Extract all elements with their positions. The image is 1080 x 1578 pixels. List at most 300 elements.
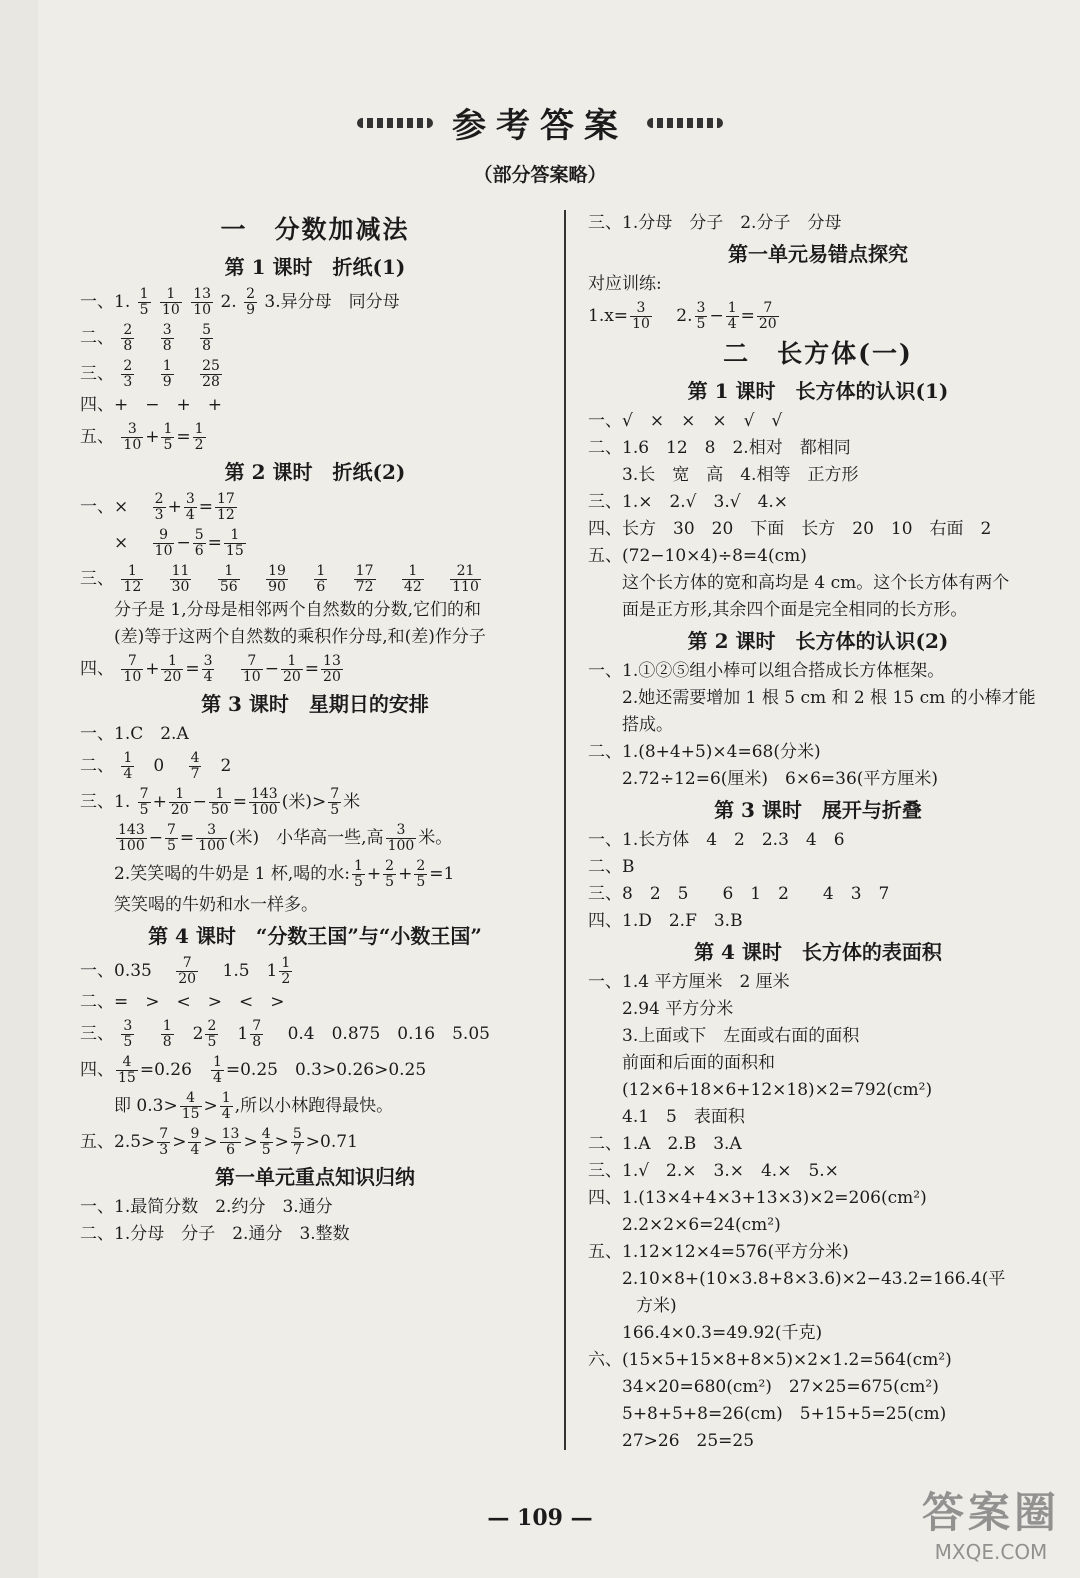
fraction-numerator: 7 bbox=[121, 654, 143, 670]
fraction-numerator: 1 bbox=[139, 286, 149, 302]
fraction bbox=[215, 492, 237, 523]
fraction-denominator: 56 bbox=[219, 579, 238, 595]
lesson-title: 第 2 课时 折纸(2) bbox=[224, 460, 406, 484]
fraction-denominator: 4 bbox=[727, 316, 737, 332]
fraction bbox=[121, 323, 134, 354]
fraction-numerator: 1 bbox=[212, 1054, 222, 1070]
answer-line: 166.4×0.3=49.92(千克) bbox=[622, 1323, 823, 1343]
fraction-numerator: 3 bbox=[185, 491, 195, 507]
fraction bbox=[279, 956, 292, 987]
answer-text: ,所以小林跑得最快。 bbox=[234, 1096, 394, 1116]
fraction-denominator: 15 bbox=[225, 543, 244, 559]
answer-line: 四、 $\frac{7}{10}$ + $\frac{1}{20}$ = $\frac{3}{4}$ $\frac{7}{10}$ − $\frac{1}{20}$ = $\frac{13}{20}$ bbox=[80, 653, 341, 685]
fraction-denominator: 5 bbox=[330, 802, 340, 818]
fraction-denominator: 8 bbox=[123, 338, 133, 354]
fraction-denominator: 4 bbox=[190, 1142, 200, 1158]
fraction-numerator: 7 bbox=[139, 786, 149, 802]
fraction-denominator: 4 bbox=[221, 1106, 231, 1122]
answer-text: =0.25 0.3>0.26>0.25 bbox=[225, 1060, 427, 1080]
fraction-denominator: 5 bbox=[166, 838, 176, 854]
answer-line bbox=[80, 1052, 550, 1088]
fraction bbox=[220, 1127, 242, 1158]
fraction bbox=[121, 564, 143, 595]
answer-line: 一、1.4 平方厘米 2 厘米 bbox=[588, 972, 790, 992]
fraction bbox=[220, 1091, 233, 1122]
fraction-denominator: 110 bbox=[452, 579, 479, 595]
answer-line bbox=[80, 320, 550, 356]
answer-line: 一、1.C 2.A bbox=[80, 724, 189, 744]
answer-line: 4.1 5 表面积 bbox=[622, 1107, 745, 1127]
fraction-numerator: 1 bbox=[163, 421, 173, 437]
fraction-numerator: 7 bbox=[166, 822, 176, 838]
fraction bbox=[266, 564, 288, 595]
fraction-denominator: 4 bbox=[123, 766, 133, 782]
answer-line: $\frac{143}{100}$ − $\frac{7}{5}$ = $\frac{3}{100}$ (米) 小华高一些,高 $\frac{3}{100}$ 米。 bbox=[118, 822, 453, 854]
fraction-denominator: 20 bbox=[282, 669, 301, 685]
fraction-denominator: 10 bbox=[193, 302, 212, 318]
answer-line: 二、1.分母 分子 2.通分 3.整数 bbox=[80, 1224, 350, 1244]
unit-title: 二 长方体(一) bbox=[723, 339, 913, 368]
fraction bbox=[160, 287, 182, 318]
fraction bbox=[200, 323, 213, 354]
lesson-title: 第 3 课时 星期日的安排 bbox=[201, 692, 429, 716]
answer-line: 五、1.12×12×4=576(平方分米) bbox=[588, 1242, 849, 1262]
answer-line bbox=[80, 561, 550, 597]
answer-line: 五、(72−10×4)÷8=4(cm) bbox=[588, 546, 807, 566]
fraction-numerator: 2 bbox=[154, 491, 164, 507]
fraction bbox=[180, 1091, 202, 1122]
fraction-denominator: 9 bbox=[162, 374, 172, 390]
fraction-numerator: 4 bbox=[116, 1055, 138, 1071]
fraction bbox=[121, 422, 143, 453]
fraction bbox=[757, 301, 779, 332]
fraction-numerator: 2 bbox=[385, 858, 395, 874]
fraction bbox=[414, 859, 427, 890]
answer-text: 一、× bbox=[80, 497, 129, 517]
fraction-denominator: 10 bbox=[123, 437, 142, 453]
fraction bbox=[116, 1055, 138, 1086]
fraction bbox=[205, 1019, 218, 1050]
answer-line: 一、1.长方体 4 2 2.3 4 6 bbox=[588, 830, 845, 850]
fraction bbox=[726, 301, 739, 332]
answer-text: 三、 bbox=[80, 364, 114, 384]
fraction bbox=[161, 422, 174, 453]
answer-line: 五、2.5> $\frac{7}{3}$ > $\frac{9}{4}$ > $\frac{13}{6}$ > $\frac{4}{5}$ > $\frac{5}{7}$ >0.71 bbox=[80, 1126, 358, 1158]
answer-line: 面是正方形,其余四个面是完全相同的长方形。 bbox=[622, 600, 968, 620]
fraction bbox=[314, 564, 327, 595]
answer-text: >0.71 bbox=[305, 1132, 358, 1152]
fraction bbox=[138, 287, 151, 318]
answer-line: 2.笑笑喝的牛奶是 1 杯,喝的水: $\frac{1}{5}$ + $\frac{2}{5}$ + $\frac{2}{5}$ =1 bbox=[114, 858, 455, 890]
fraction bbox=[170, 564, 192, 595]
fraction-denominator: 20 bbox=[178, 971, 197, 987]
fraction bbox=[121, 359, 134, 390]
fraction-numerator: 4 bbox=[190, 750, 200, 766]
answer-text: 一、0.35 bbox=[80, 961, 152, 981]
fraction bbox=[383, 859, 396, 890]
answer-line: 二、1.(8+4+5)×4=68(分米) bbox=[588, 742, 821, 762]
fraction bbox=[193, 422, 206, 453]
fraction-numerator: 1 bbox=[281, 654, 303, 670]
fraction bbox=[157, 1127, 170, 1158]
answer-text: 即 0.3> bbox=[114, 1096, 178, 1116]
answer-line: 四、长方 30 20 下面 长方 20 10 右面 2 bbox=[588, 519, 992, 539]
answer-line: 二、 $\frac{1}{4}$ 0 $\frac{4}{7}$ 2 bbox=[80, 750, 232, 782]
answer-line: 一、1.最简分数 2.约分 3.通分 bbox=[80, 1197, 333, 1217]
fraction-denominator: 50 bbox=[210, 802, 229, 818]
fraction-numerator: 1 bbox=[194, 421, 204, 437]
answer-line bbox=[80, 284, 550, 320]
answer-line: × $\frac{9}{10}$ − $\frac{5}{6}$ = $\frac{1}{15}$ bbox=[114, 527, 244, 559]
answer-text: 三、1. bbox=[80, 792, 131, 812]
fraction-denominator: 10 bbox=[161, 302, 180, 318]
fraction-numerator: 9 bbox=[153, 528, 175, 544]
fraction-denominator: 20 bbox=[170, 802, 189, 818]
answer-line: 2.94 平方分米 bbox=[622, 999, 734, 1019]
answer-line: 方米) bbox=[636, 1296, 677, 1316]
fraction-denominator: 2 bbox=[194, 437, 204, 453]
fraction-numerator: 143 bbox=[118, 822, 145, 838]
answer-line: 一、× $\frac{2}{3}$ + $\frac{3}{4}$ = $\frac{17}{12}$ bbox=[80, 491, 235, 523]
fraction-numerator: 3 bbox=[123, 1018, 133, 1034]
fraction-denominator: 15 bbox=[118, 1070, 136, 1086]
answer-text: 2. bbox=[676, 306, 693, 326]
lesson-title: 第 1 课时 长方体的认识(1) bbox=[687, 379, 949, 403]
fraction-denominator: 10 bbox=[632, 316, 650, 332]
fraction-denominator: 4 bbox=[212, 1070, 222, 1086]
answer-line: 一、√ × × × √ √ bbox=[588, 411, 783, 431]
fraction-numerator: 7 bbox=[252, 1018, 262, 1034]
answer-line: 2.2×2×6=24(cm²) bbox=[622, 1215, 781, 1235]
answer-text: 3.异分母 同分母 bbox=[264, 292, 400, 312]
fraction-numerator: 13 bbox=[221, 1126, 240, 1142]
lesson-title: 第 1 课时 折纸(1) bbox=[224, 255, 406, 279]
fraction-denominator: 4 bbox=[185, 507, 195, 523]
fraction bbox=[188, 1127, 201, 1158]
fraction-denominator: 90 bbox=[268, 579, 286, 595]
ornament-right-icon bbox=[647, 118, 723, 128]
watermark-logo-text: 答案圈 bbox=[921, 1488, 1060, 1537]
fraction bbox=[291, 1127, 304, 1158]
answer-line bbox=[80, 356, 550, 392]
answer-line: 分子是 1,分母是相邻两个自然数的分数,它们的和 bbox=[114, 600, 482, 620]
fraction-numerator: 7 bbox=[159, 1126, 169, 1142]
fraction-numerator: 3 bbox=[696, 300, 706, 316]
answer-line: 笑笑喝的牛奶和水一样多。 bbox=[114, 895, 318, 915]
fraction-numerator: 7 bbox=[176, 956, 198, 972]
answer-text: 四、 bbox=[80, 1060, 114, 1080]
answer-line: (差)等于这两个自然数的乘积作分母,和(差)作分子 bbox=[114, 627, 486, 647]
fraction bbox=[241, 654, 263, 685]
answer-line: 三、 $\frac{3}{5}$ $\frac{1}{8}$ 2 $\frac{2}{5}$ 1 $\frac{7}{8}$ 0.4 0.875 0.16 5.05 bbox=[80, 1018, 490, 1050]
watermark-logo bbox=[922, 1480, 1060, 1564]
answer-text: 一、1. bbox=[80, 292, 131, 312]
answer-text: (米)> bbox=[281, 792, 327, 812]
fraction-numerator: 1 bbox=[121, 564, 143, 580]
fraction-numerator: 5 bbox=[292, 1126, 302, 1142]
fraction-denominator: 72 bbox=[355, 579, 374, 595]
ornament-left-icon bbox=[357, 118, 433, 128]
fraction bbox=[176, 956, 198, 987]
answer-line: 三、1.× 2.√ 3.√ 4.× bbox=[588, 492, 789, 512]
fraction-denominator: 8 bbox=[252, 1034, 262, 1050]
answer-line bbox=[80, 953, 550, 989]
answer-text: 米 bbox=[343, 792, 361, 812]
fraction-denominator: 8 bbox=[202, 338, 211, 354]
fraction bbox=[153, 492, 166, 523]
answer-line: 2.她还需要增加 1 根 5 cm 和 2 根 15 cm 的小棒才能 bbox=[622, 688, 1036, 708]
fraction bbox=[200, 359, 222, 390]
fraction-denominator: 6 bbox=[316, 579, 326, 595]
fraction-numerator: 1 bbox=[209, 787, 231, 803]
fraction-numerator: 19 bbox=[268, 563, 286, 579]
fraction-denominator: 5 bbox=[139, 802, 149, 818]
fraction-numerator: 2 bbox=[246, 286, 255, 302]
fraction-denominator: 5 bbox=[261, 1142, 271, 1158]
answer-line: 3.上面或下 左面或右面的面积 bbox=[622, 1026, 860, 1046]
fraction bbox=[165, 823, 178, 854]
answer-line: 一、1.①②⑤组小棒可以组合搭成长方体框架。 bbox=[588, 661, 945, 681]
answer-text: (米) 小华高一些,高 bbox=[228, 828, 384, 848]
answer-text: 三、 bbox=[80, 569, 114, 589]
fraction-denominator: 3 bbox=[159, 1142, 169, 1158]
right-column bbox=[588, 210, 1048, 1455]
fraction bbox=[218, 564, 240, 595]
fraction bbox=[161, 1019, 174, 1050]
answer-line: 二、B bbox=[588, 857, 635, 877]
fraction-denominator: 10 bbox=[154, 543, 173, 559]
left-column bbox=[80, 210, 550, 1248]
answer-line: 五、 $\frac{3}{10}$ + $\frac{1}{5}$ = $\frac{1}{2}$ bbox=[80, 421, 204, 453]
fraction bbox=[161, 323, 174, 354]
fraction-numerator: 1 bbox=[727, 300, 737, 316]
answer-line: 三、1.分母 分子 2.分子 分母 bbox=[588, 213, 842, 233]
lesson-title: 第 3 课时 展开与折叠 bbox=[714, 798, 922, 822]
fraction bbox=[169, 787, 191, 818]
lesson-title: 第 4 课时 “分数王国”与“小数王国” bbox=[148, 924, 482, 948]
fraction-denominator: 5 bbox=[385, 874, 395, 890]
fraction bbox=[260, 1127, 273, 1158]
fraction-numerator: 143 bbox=[250, 786, 278, 802]
answer-line: 二、= > < > < > bbox=[80, 992, 285, 1012]
fraction-numerator: 7 bbox=[330, 786, 340, 802]
fraction-denominator: 30 bbox=[171, 579, 190, 595]
fraction-denominator: 5 bbox=[416, 874, 426, 890]
fraction-numerator: 4 bbox=[180, 1091, 202, 1107]
fraction-numerator: 2 bbox=[416, 858, 426, 874]
answer-line: 2.72÷12=6(厘米) 6×6=36(平方厘米) bbox=[622, 769, 939, 789]
fraction-denominator: 42 bbox=[403, 579, 422, 595]
fraction-numerator: 1 bbox=[353, 858, 363, 874]
fraction-numerator: 1 bbox=[224, 528, 246, 544]
fraction bbox=[386, 823, 417, 854]
fraction bbox=[695, 301, 708, 332]
fraction-denominator: 3 bbox=[154, 507, 164, 523]
answer-text: 1.x= bbox=[588, 306, 629, 326]
answer-text: 米。 bbox=[418, 828, 453, 848]
fraction bbox=[354, 564, 376, 595]
fraction-denominator: 8 bbox=[162, 338, 172, 354]
fraction-numerator: 1 bbox=[162, 1018, 172, 1034]
fraction-denominator: 6 bbox=[226, 1142, 235, 1158]
fraction-denominator: 15 bbox=[181, 1106, 200, 1122]
fraction-numerator: 13 bbox=[323, 653, 341, 669]
fraction-denominator: 5 bbox=[207, 1034, 217, 1050]
answer-text: 0.4 0.875 0.16 5.05 bbox=[287, 1024, 490, 1044]
fraction-numerator: 25 bbox=[202, 358, 220, 374]
fraction-denominator: 5 bbox=[139, 302, 149, 318]
title-bar bbox=[0, 98, 1080, 147]
fraction-numerator: 13 bbox=[193, 286, 212, 302]
fraction-denominator: 5 bbox=[696, 316, 706, 332]
fraction-numerator: 1 bbox=[162, 358, 172, 374]
fraction-denominator: 4 bbox=[203, 669, 213, 685]
answer-text: 三、 bbox=[80, 1024, 114, 1044]
fraction-denominator: 100 bbox=[118, 838, 145, 854]
fraction-denominator: 100 bbox=[198, 838, 225, 854]
answer-text: 四、 bbox=[80, 659, 114, 679]
fraction bbox=[184, 492, 197, 523]
fraction bbox=[281, 654, 303, 685]
column-divider bbox=[564, 210, 566, 1450]
fraction-denominator: 12 bbox=[123, 579, 142, 595]
fraction-denominator: 5 bbox=[163, 437, 173, 453]
fraction-numerator: 9 bbox=[190, 1126, 200, 1142]
answer-line: 即 0.3> $\frac{4}{15}$ > $\frac{1}{4}$ ,所以小林跑得最快。 bbox=[114, 1090, 394, 1122]
fraction-numerator: 1 bbox=[218, 564, 240, 580]
fraction-denominator: 2 bbox=[281, 971, 291, 987]
fraction bbox=[196, 823, 227, 854]
answer-line: 二、1.A 2.B 3.A bbox=[588, 1134, 742, 1154]
fraction-denominator: 28 bbox=[202, 374, 220, 390]
fraction-numerator: 1 bbox=[160, 287, 182, 303]
fraction bbox=[161, 654, 183, 685]
answer-line: 34×20=680(cm²) 27×25=675(cm²) bbox=[622, 1377, 939, 1397]
answer-text: 五、2.5> bbox=[80, 1132, 156, 1152]
fraction-denominator: 20 bbox=[163, 669, 182, 685]
fraction-numerator: 3 bbox=[630, 301, 652, 317]
fraction bbox=[250, 1019, 263, 1050]
fraction-numerator: 2 bbox=[123, 322, 133, 338]
fraction-denominator: 7 bbox=[292, 1142, 302, 1158]
fraction-numerator: 7 bbox=[241, 654, 263, 670]
fraction bbox=[189, 751, 202, 782]
fraction-numerator: 21 bbox=[450, 564, 481, 580]
answer-text: 2. bbox=[220, 292, 237, 312]
answer-line: 二、1.6 12 8 2.相对 都相同 bbox=[588, 438, 851, 458]
fraction-numerator: 17 bbox=[217, 491, 235, 507]
fraction-numerator: 1 bbox=[316, 563, 326, 579]
fraction-denominator: 20 bbox=[323, 669, 341, 685]
fraction-numerator: 17 bbox=[355, 563, 374, 579]
answer-text: 二、 bbox=[80, 328, 114, 348]
answer-text: 1.5 1 bbox=[222, 961, 278, 981]
fraction bbox=[153, 528, 175, 559]
fraction-denominator: 100 bbox=[250, 802, 278, 818]
fraction bbox=[352, 859, 365, 890]
answer-text: × bbox=[114, 533, 129, 553]
fraction bbox=[193, 528, 206, 559]
watermark-url: MXQE.COM bbox=[934, 1540, 1048, 1564]
answer-text: 2.笑笑喝的牛奶是 1 杯,喝的水: bbox=[114, 864, 350, 884]
answer-line: 四、1.(13×4+4×3+13×3)×2=206(cm²) bbox=[588, 1188, 927, 1208]
fraction-numerator: 3 bbox=[162, 322, 172, 338]
fraction-numerator: 11 bbox=[171, 563, 190, 579]
fraction-denominator: 7 bbox=[190, 766, 200, 782]
answer-line: 27>26 25=25 bbox=[622, 1431, 755, 1451]
page-subtitle: （部分答案略） bbox=[473, 164, 607, 186]
fraction bbox=[138, 787, 151, 818]
fraction-numerator: 2 bbox=[123, 358, 133, 374]
fraction-denominator: 12 bbox=[217, 507, 235, 523]
fraction bbox=[450, 564, 481, 595]
page-number: — 109 — bbox=[487, 1505, 593, 1531]
answer-line: (12×6+18×6+12×18)×2=792(cm²) bbox=[622, 1080, 933, 1100]
fraction bbox=[116, 823, 147, 854]
fraction bbox=[249, 787, 280, 818]
fraction-denominator: 6 bbox=[194, 543, 204, 559]
fraction-denominator: 100 bbox=[387, 838, 415, 854]
fraction-numerator: 1 bbox=[221, 1090, 231, 1106]
fraction bbox=[321, 654, 343, 685]
fraction bbox=[402, 564, 424, 595]
answer-line: 前面和后面的面积和 bbox=[622, 1053, 775, 1073]
fraction bbox=[121, 751, 134, 782]
fraction-numerator: 3 bbox=[196, 823, 227, 839]
fraction-numerator: 7 bbox=[757, 301, 779, 317]
fraction bbox=[244, 287, 257, 318]
answer-line: 六、(15×5+15×8+8×5)×2×1.2=564(cm²) bbox=[588, 1350, 952, 1370]
fraction-denominator: 5 bbox=[123, 1034, 133, 1050]
fraction bbox=[121, 1019, 134, 1050]
fraction-denominator: 3 bbox=[123, 374, 133, 390]
fraction bbox=[630, 301, 652, 332]
section-title: 第一单元重点知识归纳 bbox=[215, 1165, 415, 1189]
fraction bbox=[121, 654, 143, 685]
fraction-numerator: 3 bbox=[203, 653, 213, 669]
fraction bbox=[328, 787, 341, 818]
fraction-denominator: 8 bbox=[162, 1034, 172, 1050]
answer-line: 2.10×8+(10×3.8+8×3.6)×2−43.2=166.4(平 bbox=[622, 1269, 1006, 1289]
answer-line: 这个长方体的宽和高均是 4 cm。这个长方体有两个 bbox=[622, 573, 1010, 593]
fraction bbox=[209, 787, 231, 818]
fraction-denominator: 10 bbox=[242, 669, 261, 685]
answer-line: 3.长 宽 高 4.相等 正方形 bbox=[622, 465, 859, 485]
answer-line: 5+8+5+8=26(cm) 5+15+5=25(cm) bbox=[622, 1404, 947, 1424]
fraction-numerator: 1 bbox=[169, 787, 191, 803]
unit-title: 一 分数加减法 bbox=[220, 215, 410, 244]
fraction-numerator: 1 bbox=[402, 564, 424, 580]
fraction bbox=[161, 359, 174, 390]
fraction bbox=[202, 654, 215, 685]
fraction bbox=[191, 287, 213, 318]
section-title: 第一单元易错点探究 bbox=[728, 242, 908, 266]
fraction-denominator: 5 bbox=[353, 874, 363, 890]
fraction bbox=[211, 1055, 224, 1086]
answer-line: 搭成。 bbox=[622, 715, 673, 735]
fraction-numerator: 3 bbox=[121, 422, 143, 438]
fraction-numerator: 1 bbox=[161, 654, 183, 670]
fraction bbox=[224, 528, 246, 559]
fraction-numerator: 3 bbox=[386, 823, 417, 839]
fraction-denominator: 20 bbox=[758, 316, 777, 332]
answer-text: 五、 bbox=[80, 427, 114, 447]
lesson-title: 第 2 课时 长方体的认识(2) bbox=[687, 629, 949, 653]
answer-line: 三、1. $\frac{7}{5}$ + $\frac{1}{20}$ − $\frac{1}{50}$ = $\frac{143}{100}$ (米)> $\frac{7}{5}$ 米 bbox=[80, 786, 361, 818]
page-title: 参考答案 bbox=[452, 106, 628, 146]
answer-text: 二、 bbox=[80, 756, 114, 776]
answer-line: 四、+ − + + bbox=[80, 395, 222, 415]
